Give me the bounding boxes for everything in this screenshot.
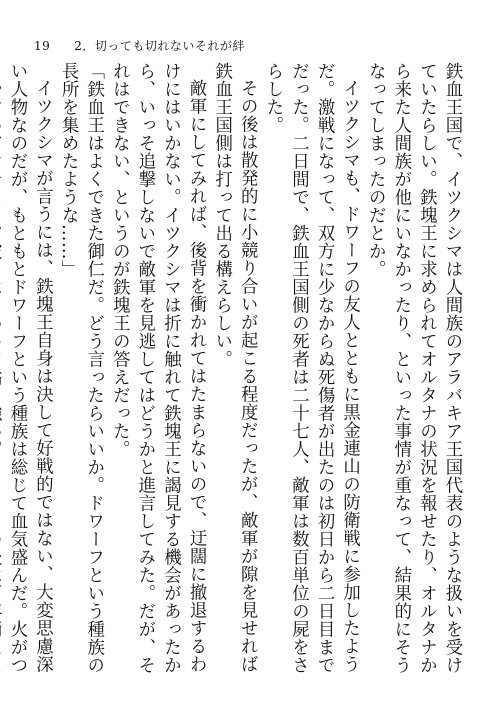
paragraph: 鉄血王国で、イツクシマは人間族のアラバキア王国代表のような扱いを受けていたらしい。鉄塊王に求められてオルタナの状況を報せたり、オルタナから来た人間族が他にいなかったり、といった事情が重なって、結果的にそうなってしまったのだとか。	[365, 62, 462, 674]
page-number: 19	[34, 39, 51, 53]
dialogue-line: 「鉄血王はよくできた御仁だ。どう言ったらいいか。ドワーフという種族の長所を集めたような……」	[58, 62, 104, 674]
vertical-body-text	[6, 62, 464, 674]
paragraph: 敵軍にしてみれば、後背を衝かれてはたまらないので、迂闊に撤退するわけにはいかない。イツクシマは折に触れて鉄塊王に謁見する機会があったから、いっそ追撃しないで敵軍を見逃してはどうかと進言してみた。だが、それはできない、というのが鉄塊王の答えだった。	[109, 62, 207, 674]
paragraph: その後は散発的に小競り合いが起こる程度だったが、敵軍が隙を見せれば鉄血王国側は打って出る構えらしい。	[211, 62, 258, 674]
running-header	[34, 37, 245, 54]
paragraph: イツクシマも、ドワーフの友人とともに黒金連山の防衛戦に参加したようだ。激戦になって、双方に少なからぬ死傷者が出たのは初日から二日目までだった。二日間で、鉄血王国側の死者は二十七人、敵軍は数百単位の屍をさらした。	[262, 62, 360, 674]
paragraph: イツクシマが言うには、鉄塊王自身は決して好戦的ではない、大変思慮深い人物なのだが、もともとドワーフという種族は総じて血気盛んだ。火がつ	[6, 62, 53, 674]
chapter-title: 2．切っても切れないそれが絆	[74, 39, 245, 53]
